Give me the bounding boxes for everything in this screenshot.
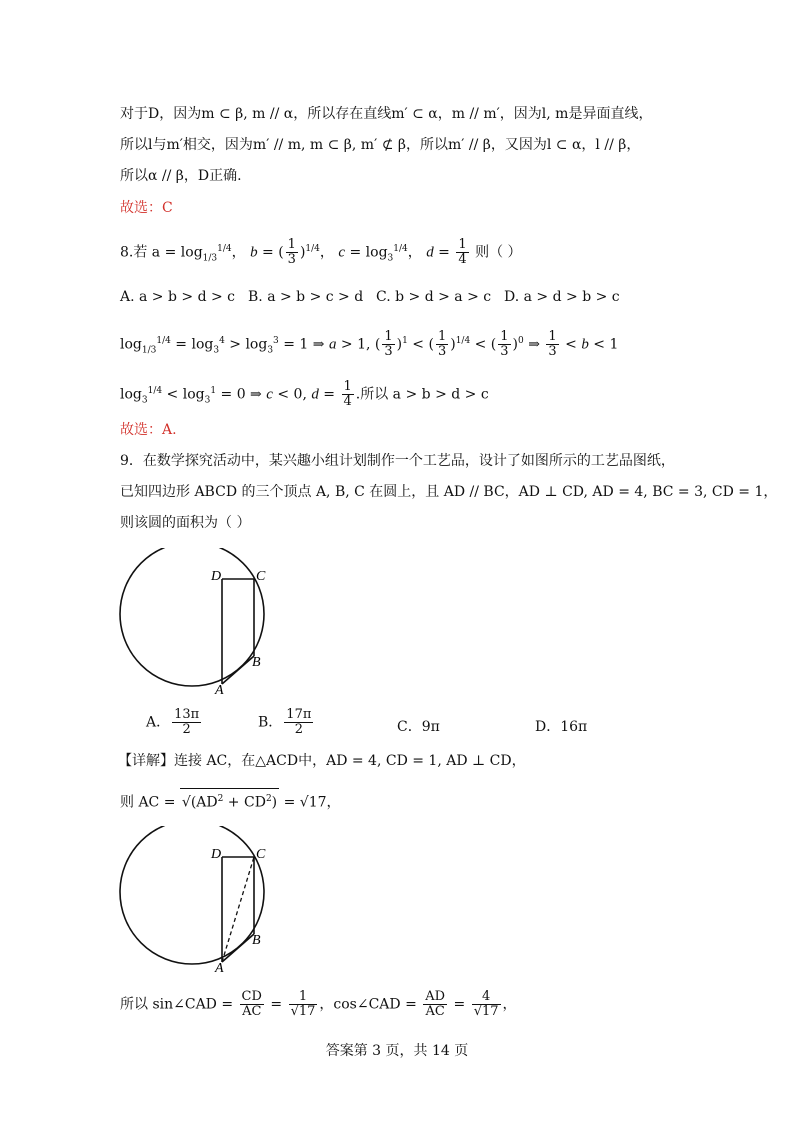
q8-sol-tail: .所以 a > b > d > c	[355, 386, 489, 403]
q8-stem: 8.若 $a = \log_{1/3}^{1/4}$， b = ( $\frac{1}{3}$ )$^{1/4}$， $c = \log_3^{1/4}$， d = $\frac{1}{4}$ 则（ ）	[120, 237, 522, 267]
q8-option-b: B. a > b > c > d	[248, 289, 364, 305]
q9-detail-3: 所以 sin∠CAD = $\frac{CD}{AC}$ = $\frac{1}{√17}$ ，cos∠CAD = $\frac{AD}{AC}$ = $\frac{4}{√17}$ ，	[120, 989, 517, 1019]
label-d: D	[211, 569, 222, 584]
q9-option-c-label: C．	[397, 719, 422, 735]
label-a: A	[215, 961, 224, 976]
q9-option-a-num: 13π	[174, 707, 200, 722]
label-b: B	[252, 655, 261, 670]
q9-detail-3-tail: ，	[502, 996, 517, 1013]
q9-option-b-label: B．	[258, 714, 283, 731]
q9-option-d-label: D．	[535, 719, 561, 735]
segment-ac-dashed	[222, 857, 254, 962]
q9-detail-2-tail: = √17，	[279, 794, 341, 811]
d-line-3: 所以α // β，D正确.	[120, 168, 242, 184]
d-line-1: 对于D，因为m ⊂ β, m // α，所以存在直线m′ ⊂ α，m // m′，因为l, m是异面直线，	[120, 106, 653, 122]
q9-option-b-num: 17π	[286, 707, 312, 722]
q9-option-a-label: A．	[146, 714, 171, 731]
answer-a: 故选：A.	[120, 422, 177, 438]
label-c: C	[256, 569, 266, 584]
sqrt-expr: $√(AD^2 + CD^2)$	[180, 788, 279, 813]
q9-option-b-den: 2	[294, 722, 303, 737]
q8-then: 则（ ）	[475, 244, 522, 261]
page-footer: 答案第 3 页，共 14 页	[325, 1043, 469, 1059]
q8-option-a: A. a > b > d > c	[120, 289, 236, 305]
q8-stem-text: 8.若 a = log	[120, 244, 203, 261]
q9-detail-2	[120, 788, 341, 813]
q9-stem-3: 则该圆的面积为（ ）	[120, 515, 251, 531]
q8-solution-2: $\log_3^{1/4} < \log_3^1 = 0$ ⇒ c < 0, d = $\frac{1}{4}$ .所以 a > b > d > c	[120, 379, 489, 409]
label-a: A	[215, 683, 224, 698]
q9-detail-1: 【详解】连接 AC，在△ACD中，AD = 4, CD = 1, AD ⊥ CD，	[118, 753, 526, 769]
label-b: B	[252, 933, 261, 948]
q9-detail-2-prefix: 则 AC =	[120, 794, 180, 811]
q9-stem-1: 9．在数学探究活动中，某兴趣小组计划制作一个工艺品，设计了如图所示的工艺品图纸，	[120, 453, 675, 469]
q9-option-a	[146, 708, 203, 737]
q8-option-d: D. a > d > b > c	[504, 289, 620, 305]
label-d: D	[211, 847, 222, 862]
q9-stem-2: 已知四边形 ABCD 的三个顶点 A, B, C 在圆上，且 AD // BC，AD ⊥ CD, AD = 4, BC = 3, CD = 1，	[120, 484, 778, 500]
q9-detail-3-mid: ，cos∠CAD =	[319, 996, 422, 1013]
figure-circle-2	[118, 826, 278, 976]
q9-option-c-value: 9π	[421, 719, 440, 735]
q9-option-b	[258, 708, 315, 737]
figure-circle-1	[118, 548, 278, 698]
q9-option-c	[397, 716, 440, 736]
q9-option-a-den: 2	[182, 722, 191, 737]
q9-option-d-value: 16π	[560, 719, 588, 735]
q9-detail-3-prefix: 所以 sin∠CAD =	[120, 996, 238, 1013]
q9-option-d	[535, 716, 587, 736]
label-c: C	[256, 847, 266, 862]
segment-ab	[222, 656, 254, 684]
d-line-2: 所以l与m′相交，因为m′ // m, m ⊂ β, m′ ⊄ β，所以m′ // β，又因为l ⊂ α，l // β，	[120, 137, 641, 153]
q8-solution-1: $\log_{1/3}^{1/4} = \log_3^4 > \log_3^3 = 1$ ⇒ a > 1, ( $\frac{1}{3}$ )$^1$ < ( $\frac{1}{3}$ )$^{1/4}$ < ( $\frac{1}{3}$ )$^0$ ⇒ $\frac{1}{3}$ < b < 1	[120, 329, 619, 359]
answer-c: 故选：C	[120, 200, 173, 216]
q8-option-c: C. b > d > a > c	[376, 289, 492, 305]
